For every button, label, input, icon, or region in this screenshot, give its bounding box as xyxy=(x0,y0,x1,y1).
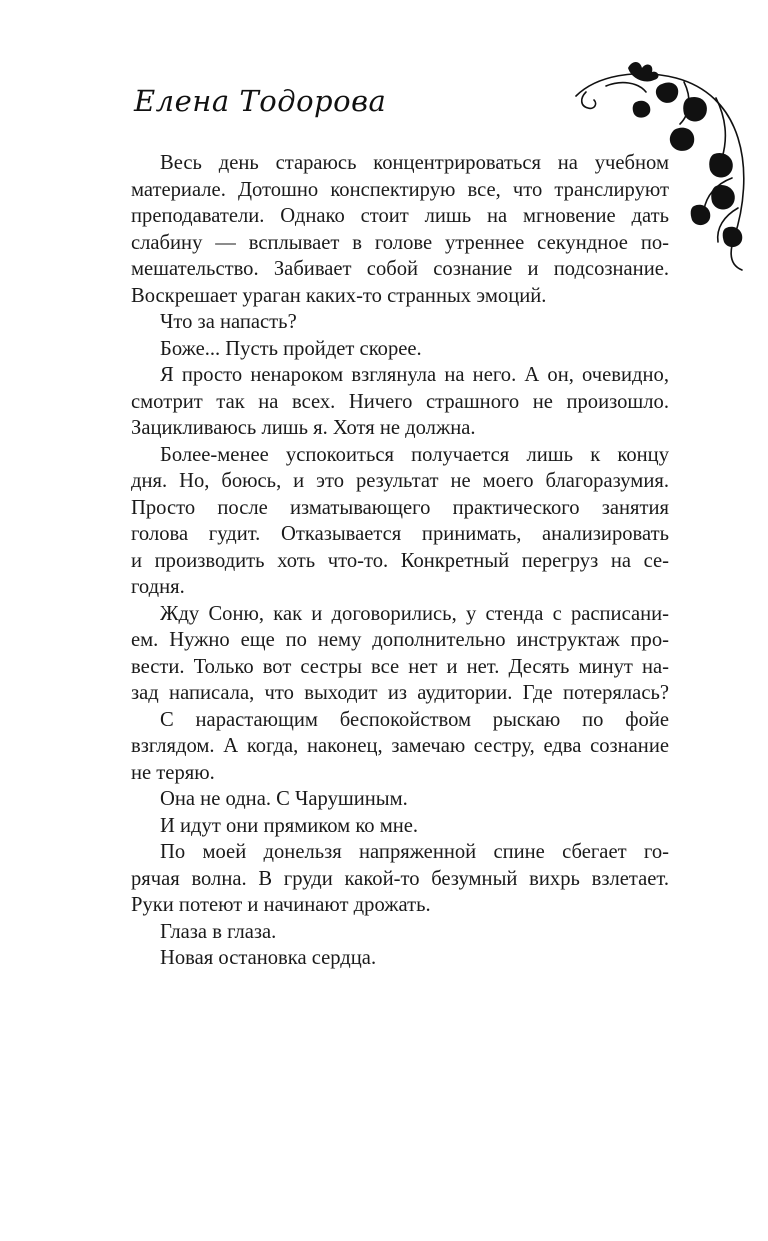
body-text xyxy=(131,150,669,972)
text-line: Новая остановка сердца. xyxy=(160,947,377,969)
text-line: ем. Нужно еще по нему дополнительно инструктаж про- xyxy=(131,629,669,651)
text-line: Просто после изматывающего практического занятия xyxy=(131,496,669,519)
text-line: Зацикливаюсь лишь я. Хотя не должна. xyxy=(131,417,476,439)
text-line: преподаватели. Однако стоит лишь на мгновение дать xyxy=(131,205,669,227)
text-line: годня. xyxy=(131,576,185,598)
text-line: зад написала, что выходит из аудитории. Где потерялась? xyxy=(131,682,669,704)
text-line: материале. Дотошно конспектирую все, что транслируют xyxy=(131,178,669,201)
text-line: Руки потеют и начинают дрожать. xyxy=(131,894,431,916)
text-line: По моей донельзя напряженной спине сбегает го- xyxy=(160,841,669,863)
text-line: Более-менее успокоиться получается лишь к концу xyxy=(160,443,669,466)
text-line: смотрит так на всех. Ничего страшного не произошло. xyxy=(131,390,669,413)
text-line: не теряю. xyxy=(131,761,215,784)
running-header-author: Елена Тодорова xyxy=(134,84,387,118)
text-line: Я просто ненароком взглянула на него. А он, очевидно, xyxy=(160,364,669,386)
text-line: взглядом. А когда, наконец, замечаю сестру, едва сознание xyxy=(131,735,669,757)
text-line: рячая волна. В груди какой-то безумный вихрь взлетает. xyxy=(131,867,669,890)
text-line: Жду Соню, как и договорились, у стенда с расписани- xyxy=(160,602,669,625)
text-line: слабину — всплывает в голове утреннее секундное по- xyxy=(131,231,669,254)
text-line: Весь день стараюсь концентрироваться на учебном xyxy=(160,152,669,174)
text-line: С нарастающим беспокойством рыскаю по фойе xyxy=(160,708,669,731)
text-line: голова гудит. Отказывается принимать, анализировать xyxy=(131,523,669,545)
text-line: Боже... Пусть пройдет скорее. xyxy=(160,337,422,360)
text-line: дня. Но, боюсь, и это результат не моего благоразумия. xyxy=(131,470,669,492)
text-line: вести. Только вот сестры все нет и нет. Десять минут на- xyxy=(131,655,669,678)
text-line: И идут они прямиком ко мне. xyxy=(160,814,419,837)
text-line: мешательство. Забивает собой сознание и подсознание. xyxy=(131,258,669,280)
text-line: Что за напасть? xyxy=(160,311,297,333)
text-line: Воскрешает ураган каких-то странных эмоций. xyxy=(131,284,547,307)
text-line: Глаза в глаза. xyxy=(160,920,277,943)
text-line: и производить хоть что-то. Конкретный перегруз на се- xyxy=(131,549,669,572)
text-line: Она не одна. С Чарушиным. xyxy=(160,788,408,810)
